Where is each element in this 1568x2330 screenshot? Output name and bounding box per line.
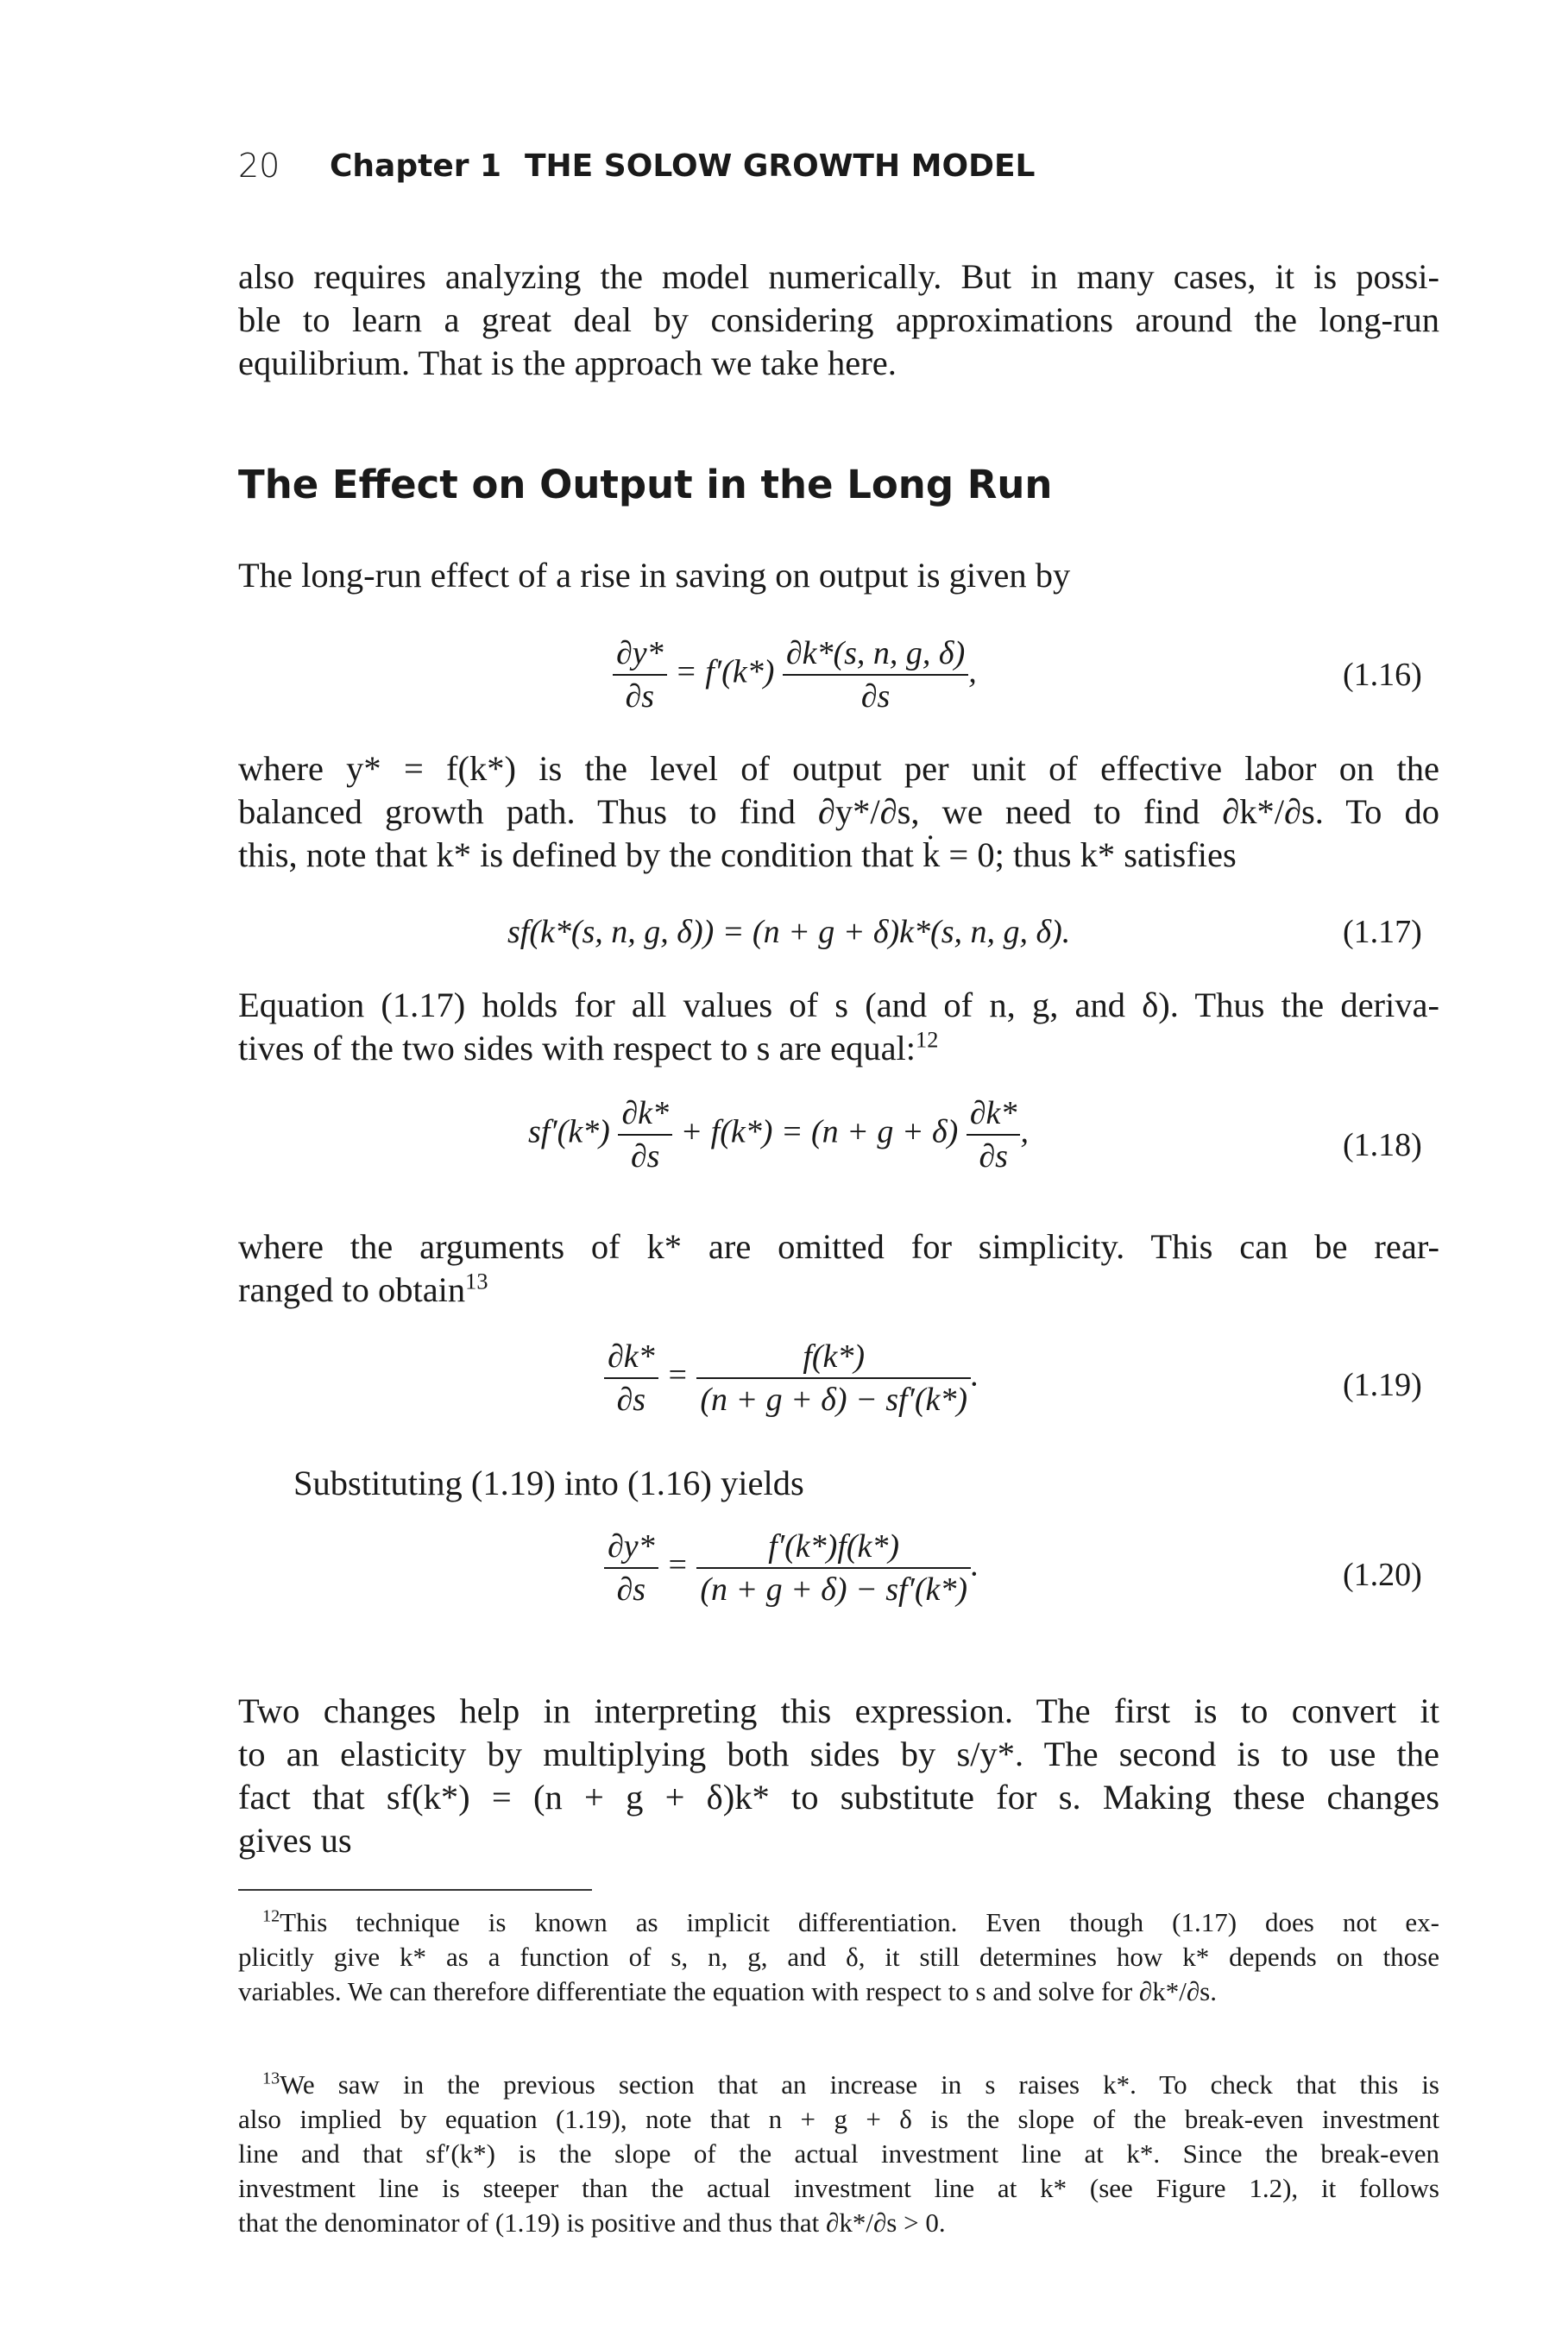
chapter-title: THE SOLOW GROWTH MODEL xyxy=(525,148,1036,184)
footnote-marker: 12 xyxy=(262,1906,280,1926)
text-line: investment line is steeper than the actual investment line at k* (see Figure 1.2), it follows xyxy=(238,2173,1439,2203)
text-line: Two changes help in interpreting this expression. The first is to convert it xyxy=(238,1691,1439,1730)
fraction-numerator: f(k*) xyxy=(803,1338,866,1375)
equation-1-17: sf(k*(s, n, g, δ)) = (n + g + δ)k*(s, n, g, δ). xyxy=(507,914,1071,950)
equation-term: = xyxy=(666,1546,689,1584)
text-line: Substituting (1.19) into (1.16) yields xyxy=(293,1464,804,1502)
text-line xyxy=(238,2068,1439,2102)
fraction-numerator: ∂k*(s, n, g, δ) xyxy=(785,635,966,671)
text-span: tives of the two sides with respect to s are equal: xyxy=(238,1029,916,1067)
text-line: also requires analyzing the model numerically. But in many cases, it is possi- xyxy=(238,257,1439,296)
text-span: This technique is known as implicit differentiation. Even though (1.17) does not ex- xyxy=(280,1907,1439,1937)
fraction xyxy=(604,1338,658,1419)
fraction-numerator: ∂y* xyxy=(616,635,664,671)
text-line: line and that sf′(k*) is the slope of the actual investment line at k*. Since the break-even xyxy=(238,2138,1439,2169)
text-line: also implied by equation (1.19), note that n + g + δ is the slope of the break-even investment xyxy=(238,2104,1439,2134)
fraction-denominator: ∂s xyxy=(604,1377,658,1419)
text-line: where y* = f(k*) is the level of output per unit of effective labor on the xyxy=(238,749,1439,788)
fraction-numerator: ∂k* xyxy=(621,1095,669,1131)
fraction-denominator: (n + g + δ) − sf′(k*) xyxy=(696,1567,971,1609)
text-line: The long-run effect of a rise in saving on output is given by xyxy=(238,556,1071,595)
equation-1-18 xyxy=(528,1094,1029,1175)
paragraph-derivatives xyxy=(238,984,1439,1070)
equation-punct: . xyxy=(971,1546,979,1584)
equation-term: = xyxy=(666,1357,689,1394)
text-span: ranged to obtain xyxy=(238,1270,466,1309)
fraction-numerator: ∂k* xyxy=(608,1338,655,1375)
fraction xyxy=(783,634,968,715)
equation-number: (1.17) xyxy=(1343,914,1422,950)
footnote-13 xyxy=(238,2068,1439,2240)
fraction xyxy=(604,1527,658,1609)
text-line xyxy=(238,1905,1439,1940)
text-line: plicitly give k* as a function of s, n, g, and δ, it still determines how k* depends on those xyxy=(238,1942,1439,1972)
fraction-denominator: ∂s xyxy=(618,1134,672,1175)
footnote-rule xyxy=(238,1889,592,1891)
text-line xyxy=(238,1269,1439,1312)
equation-punct: . xyxy=(971,1357,979,1394)
fraction-numerator: ∂y* xyxy=(608,1528,655,1565)
fraction xyxy=(696,1338,971,1419)
paragraph-elasticity xyxy=(238,1690,1439,1862)
fraction-numerator: f′(k*)f(k*) xyxy=(768,1528,900,1565)
text-line: to an elasticity by multiplying both sides by s/y*. The second is to use the xyxy=(238,1735,1439,1773)
fraction-denominator: ∂s xyxy=(783,674,968,715)
fraction xyxy=(696,1527,971,1609)
equation-punct: , xyxy=(968,653,977,690)
text-line: Equation (1.17) holds for all values of s (and of n, g, and δ). Thus the deriva- xyxy=(238,986,1439,1024)
fraction-denominator: ∂s xyxy=(967,1134,1021,1175)
paragraph-balanced-growth xyxy=(238,747,1439,877)
equation-punct: , xyxy=(1020,1113,1029,1150)
paragraph-intro xyxy=(238,255,1439,385)
fraction xyxy=(613,634,667,715)
fraction-denominator: ∂s xyxy=(604,1567,658,1609)
text-line: fact that sf(k*) = (n + g + δ)k* to substitute for s. Making these changes xyxy=(238,1778,1439,1817)
chapter-label: Chapter 1 xyxy=(330,148,502,184)
footnote-reference: 12 xyxy=(916,1027,939,1053)
equation-number: (1.19) xyxy=(1343,1367,1422,1403)
page-number: 20 xyxy=(238,147,280,185)
equation-number: (1.16) xyxy=(1343,657,1422,693)
equation-1-16 xyxy=(613,634,977,715)
text-line: ble to learn a great deal by considering approximations around the long-run xyxy=(238,300,1439,339)
fraction-numerator: ∂k* xyxy=(969,1095,1017,1131)
text-line: balanced growth path. Thus to find ∂y*/∂s, we need to find ∂k*/∂s. To do xyxy=(238,792,1439,831)
text-line: variables. We can therefore differentiate the equation with respect to s and solve for ∂k*/∂s. xyxy=(238,1976,1217,2006)
equation-number: (1.18) xyxy=(1343,1127,1422,1163)
text-line: that the denominator of (1.19) is positive and thus that ∂k*/∂s > 0. xyxy=(238,2207,946,2238)
text-span: We saw in the previous section that an increase in s raises k*. To check that this is xyxy=(280,2069,1439,2100)
section-heading: The Effect on Output in the Long Run xyxy=(238,462,1053,507)
paragraph-substituting xyxy=(293,1462,1433,1505)
text-line: this, note that k* is defined by the condition that k̇ = 0; thus k* satisfies xyxy=(238,835,1237,874)
equation-term: = f′(k*) xyxy=(675,653,775,690)
text-line xyxy=(238,1027,1439,1070)
text-line: where the arguments of k* are omitted for simplicity. This can be rear- xyxy=(238,1227,1439,1266)
text-line: equilibrium. That is the approach we take here. xyxy=(238,343,897,382)
equation-number: (1.20) xyxy=(1343,1557,1422,1593)
equation-term: + f(k*) = (n + g + δ) xyxy=(680,1113,959,1150)
fraction xyxy=(967,1094,1021,1175)
footnote-marker: 13 xyxy=(262,2069,280,2088)
text-line: gives us xyxy=(238,1821,352,1860)
paragraph-long-run-effect xyxy=(238,554,1439,597)
fraction-denominator: (n + g + δ) − sf′(k*) xyxy=(696,1377,971,1419)
footnote-reference: 13 xyxy=(465,1269,488,1294)
fraction xyxy=(618,1094,672,1175)
equation-term: sf′(k*) xyxy=(528,1113,610,1150)
equation-1-20 xyxy=(604,1527,979,1609)
equation-1-19 xyxy=(604,1338,979,1419)
paragraph-rearranged xyxy=(238,1225,1439,1312)
fraction-denominator: ∂s xyxy=(613,674,667,715)
footnote-12 xyxy=(238,1905,1439,2009)
